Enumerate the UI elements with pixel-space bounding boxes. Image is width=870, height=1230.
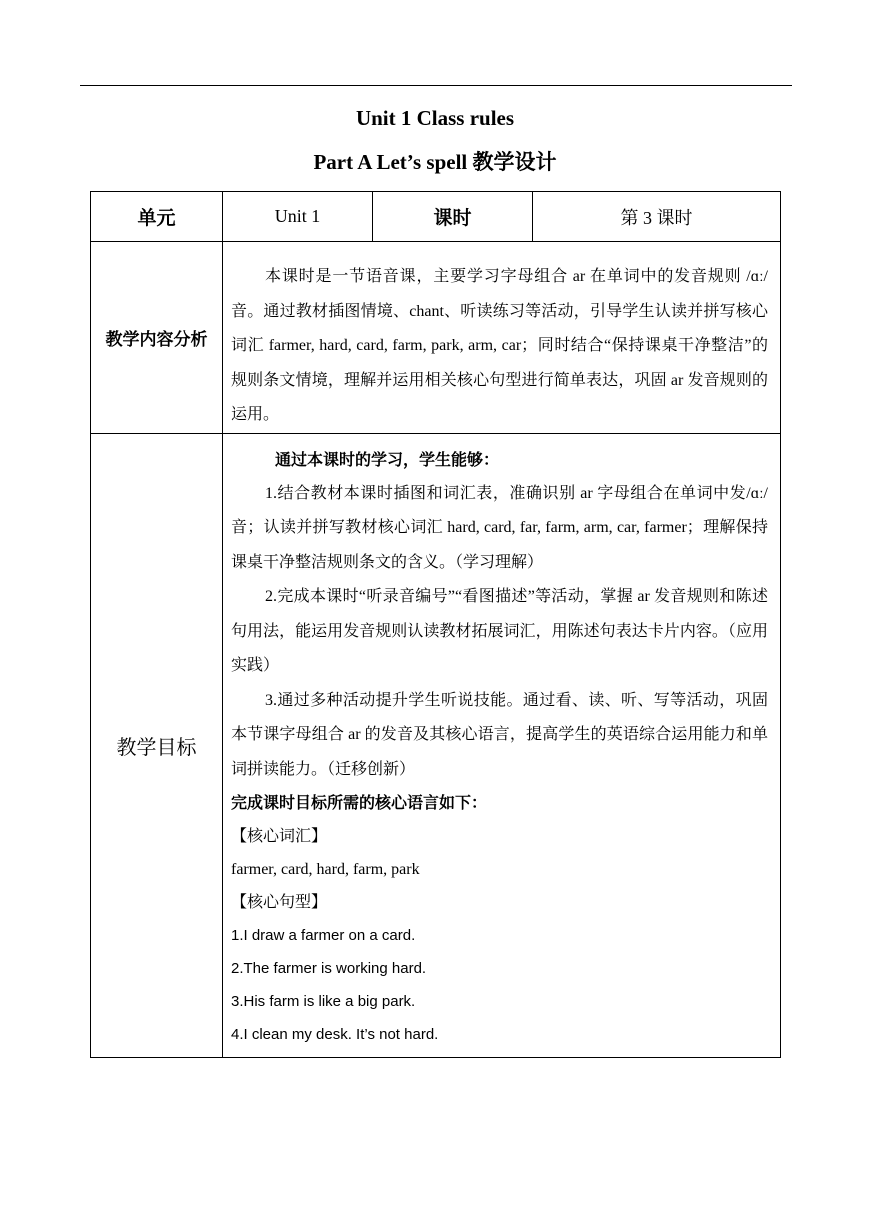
sentence-item: 1.I draw a farmer on a card.	[231, 927, 416, 944]
vocab-heading: 【核心词汇】	[231, 828, 328, 845]
goal-3: 3.通过多种活动提升学生听说技能。通过看、读、听、写等活动，巩固本节课字母组合 ar 的发音及其核心语言，提高学生的英语综合运用能力和单词拼读能力。（迁移创新）	[231, 691, 768, 778]
period-label: 课时	[373, 192, 533, 242]
analysis-label: 教学内容分析	[91, 242, 223, 434]
objectives-intro: 通过本课时的学习，学生能够：	[275, 451, 500, 469]
header-row	[91, 192, 781, 242]
vocab-list: farmer, card, hard, farm, park	[231, 861, 420, 878]
unit-label: 单元	[91, 192, 223, 242]
sentence-item: 2.The farmer is working hard.	[231, 960, 427, 977]
top-rule	[80, 85, 792, 86]
unit-value: Unit 1	[223, 192, 373, 242]
objectives-row	[91, 433, 781, 1058]
sentence-heading: 【核心句型】	[231, 894, 328, 911]
analysis-text: 本课时是一节语音课，主要学习字母组合 ar 在单词中的发音规则 /ɑː/音。通过教材插图情境、chant、听读练习等活动，引导学生认读并拼写核心词汇 farmer, hard, card, farm, park, arm, car；同时结合“保持课桌干净整洁”的规则条文情境，理解并运用相关核心句型进行简单表达，巩固 ar 发音规则的运用。	[231, 268, 768, 423]
core-language-heading: 完成课时目标所需的核心语言如下：	[231, 795, 488, 812]
goal-1: 1.结合教材本课时插图和词汇表，准确识别 ar 字母组合在单词中发/ɑː/音；认读并拼写教材核心词汇 hard, card, far, farm, arm, car, farmer；理解保持课桌干净整洁规则条文的含义。（学习理解）	[231, 484, 768, 571]
period-value: 第 3 课时	[533, 192, 781, 242]
goal-2: 2.完成本课时“听录音编号”“看图描述”等活动，掌握 ar 发音规则和陈述句用法，能运用发音规则认读教材拓展词汇，用陈述句表达卡片内容。（应用实践）	[231, 588, 768, 674]
analysis-row	[91, 242, 781, 434]
lesson-plan-table	[90, 191, 781, 1058]
sentence-item: 3.His farm is like a big park.	[231, 993, 416, 1010]
sentence-item: 4.I clean my desk. It’s not hard.	[231, 1026, 439, 1043]
document-subtitle: Part A Let’s spell 教学设计	[313, 150, 557, 174]
objectives-content	[223, 433, 781, 1058]
analysis-content	[223, 242, 781, 434]
objectives-label: 教学目标	[91, 433, 223, 1058]
document-title: Unit 1 Class rules	[355, 106, 515, 130]
